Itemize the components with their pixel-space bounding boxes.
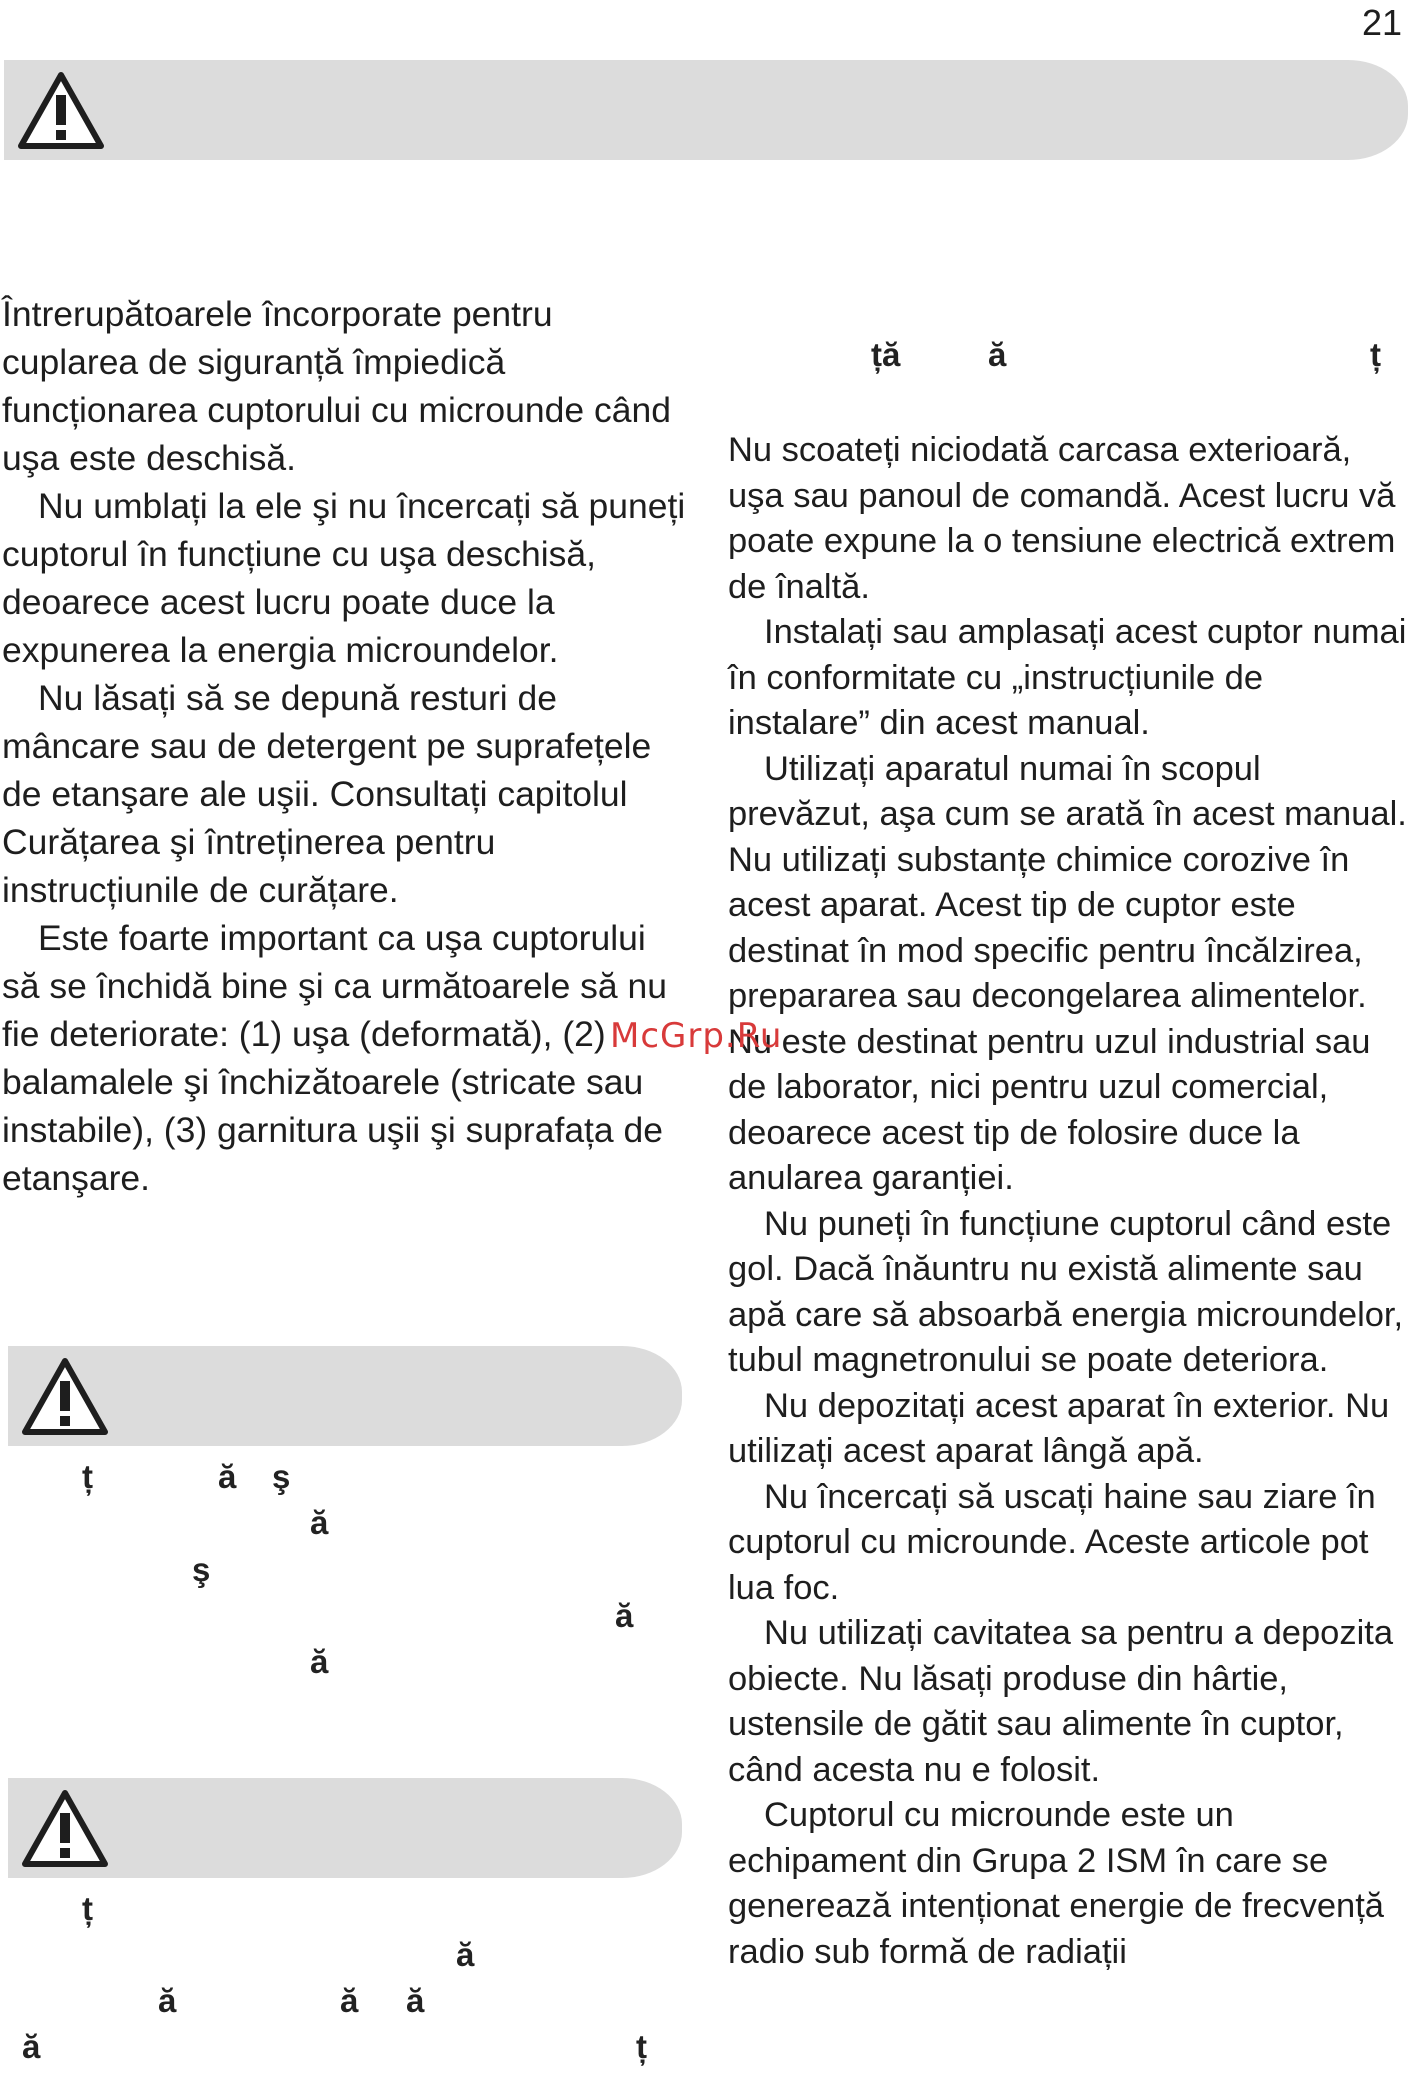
right-paragraph-4: Nu puneți în funcțiune cuptorul când este gol. Dacă înăuntru nu există alimente sau apă care să absoarbă energia microundelor, tubul magnetronului se poate deteriora. (728, 1204, 1404, 1379)
box-text-fragment: ă (310, 1643, 329, 1680)
box-text-fragment: ț (82, 1458, 93, 1495)
box-text-fragment: ă (158, 1982, 177, 2019)
warning-triangle-icon (20, 1788, 110, 1870)
right-paragraph-7: Nu utilizați cavitatea sa pentru a depozita obiecte. Nu lăsați produse din hârtie, ustensile de gătit sau alimente în cuptor, când acesta nu e folosit. (728, 1614, 1394, 1789)
left-paragraph-2: Nu umblați la ele şi nu încercați să puneți cuptorul în funcțiune cu uşa deschisă, deoarece acest lucru poate duce la expunerea la energia microundelor. (2, 486, 686, 670)
right-heading-fragment: ță (871, 336, 901, 373)
left-paragraph-1: Întrerupătoarele încorporate pentru cuplarea de siguranță împiedică funcționarea cuptorului cu microunde când uşa este deschisă. (2, 294, 671, 478)
box-text-fragment: ş (192, 1551, 211, 1588)
left-paragraph-4: Este foarte important ca uşa cuptorului să se închidă bine şi ca următoarele să nu fie deteriorate: (1) uşa (deformată), (2) balamalele şi închizătoarele (stricate sau instabile), (3) garnitura uşii şi suprafața de etanşare. (2, 918, 668, 1198)
watermark: McGrp.Ru (610, 1016, 783, 1056)
box-text-fragment: ă (456, 1936, 475, 1973)
right-paragraph-8: Cuptorul cu microunde este un echipament din Grupa 2 ISM în care se generează intenționat energie de frecvență radio sub formă de radiații (728, 1796, 1384, 1971)
warning-triangle-icon (20, 1356, 110, 1438)
box-text-fragment: ă (340, 1982, 359, 2019)
left-paragraph-3: Nu lăsați să se depună resturi de mâncare sau de detergent pe suprafețele de etanşare ale uşii. Consultați capitolul Curățarea şi întreținerea pentru instrucțiunile de curățare. (2, 678, 652, 910)
right-column (728, 428, 1408, 1975)
right-paragraph-5: Nu depozitați acest aparat în exterior. Nu utilizați acest aparat lângă apă. (728, 1386, 1390, 1470)
warning-triangle-icon (16, 70, 106, 152)
warning-banner-top (4, 60, 1408, 160)
box-text-fragment: ă (218, 1458, 237, 1495)
right-paragraph-6: Nu încercați să uscați haine sau ziare în cuptorul cu microunde. Aceste articole pot lua foc. (728, 1477, 1376, 1607)
warning-banner-lower (8, 1778, 682, 1878)
page-number: 21 (1361, 2, 1402, 43)
box-text-fragment: ă (310, 1504, 329, 1541)
right-heading-fragment: ț (1370, 336, 1381, 373)
box-text-fragment: ă (406, 1982, 425, 2019)
left-column (2, 290, 692, 1202)
box-text-fragment: ă (22, 2028, 41, 2065)
box-text-fragment: ț (636, 2028, 647, 2065)
box-text-fragment: ă (615, 1597, 634, 1634)
right-paragraph-3: Utilizați aparatul numai în scopul prevăzut, aşa cum se arată în acest manual. Nu utilizați substanțe chimice corozive în acest aparat. Acest tip de cuptor este destinat în mod specific pentru încălzirea, prepararea sau decongelarea alimentelor. Nu este destinat pentru uzul industrial sau de laborator, nici pentru uzul comercial, deoarece acest tip de folosire duce la anularea garanției. (728, 749, 1407, 1197)
box-text-fragment: ț (82, 1890, 93, 1927)
right-heading-fragment: ă (988, 336, 1007, 373)
right-paragraph-1: Nu scoateți niciodată carcasa exterioară, uşa sau panoul de comandă. Acest lucru vă poate expune la o tensiune electrică extrem de înaltă. (728, 431, 1396, 606)
warning-banner-middle (8, 1346, 682, 1446)
right-paragraph-2: Instalați sau amplasați acest cuptor numai în conformitate cu „instrucțiunile de instalare” din acest manual. (728, 613, 1407, 742)
box-text-fragment: ş (272, 1458, 291, 1495)
